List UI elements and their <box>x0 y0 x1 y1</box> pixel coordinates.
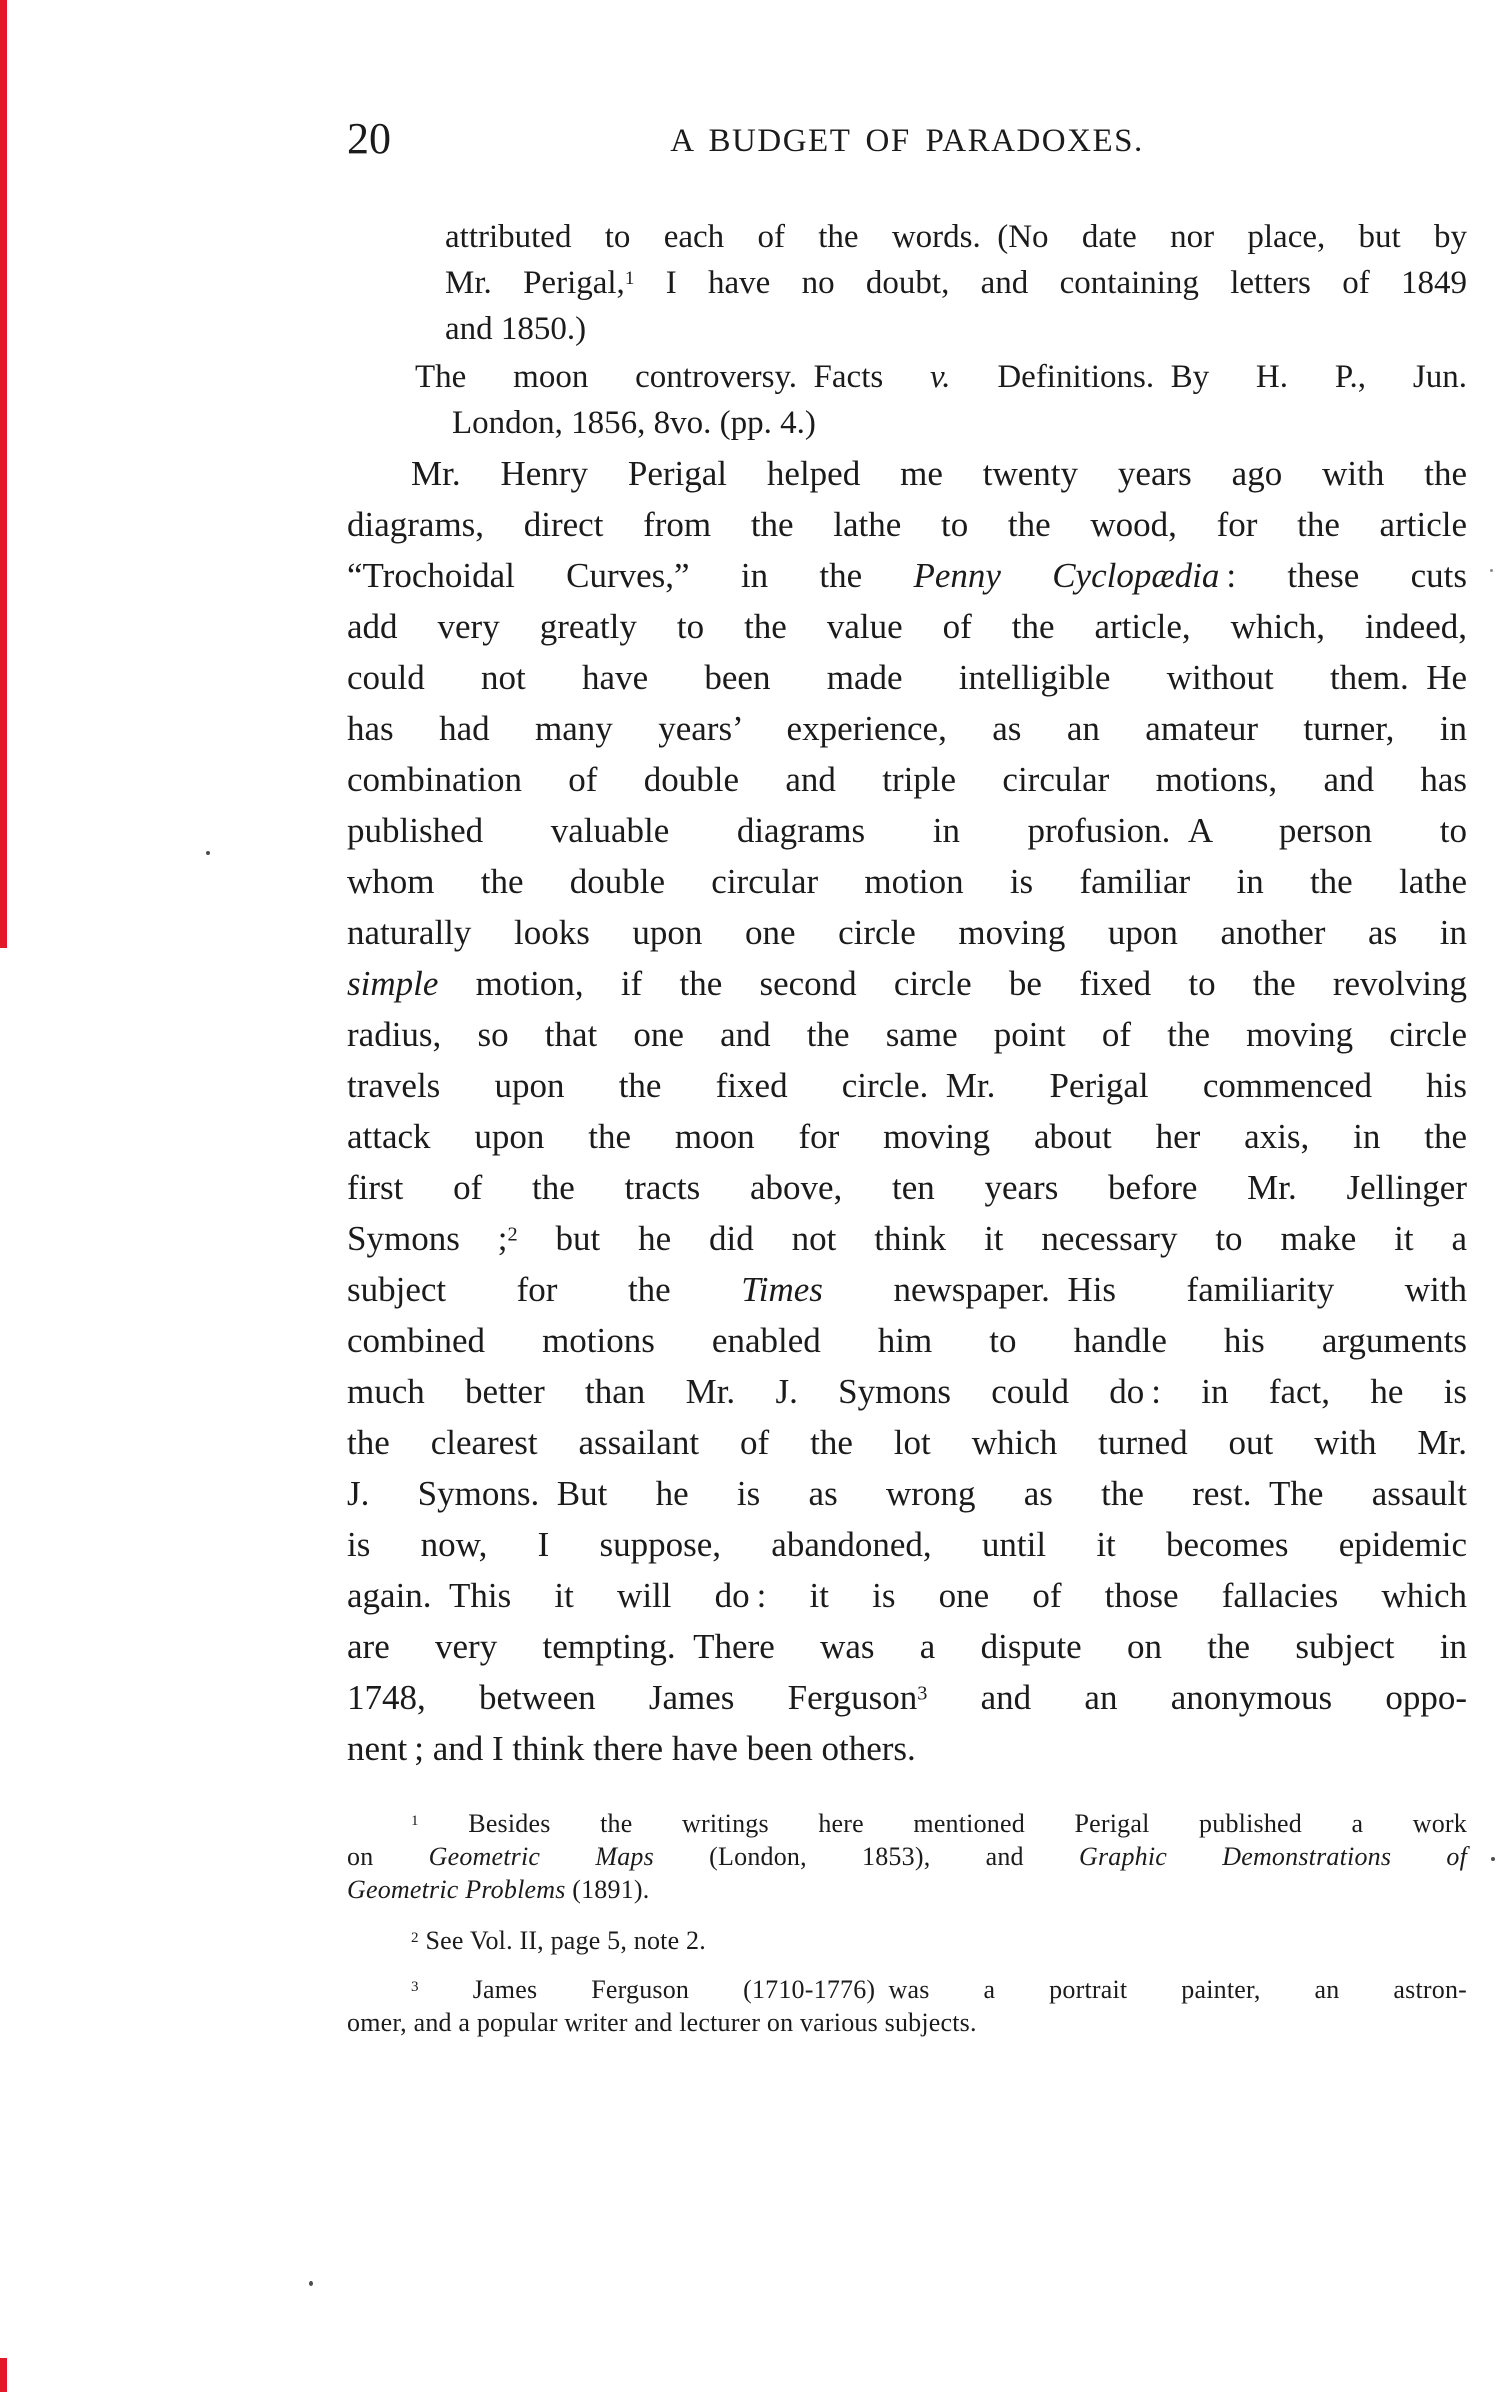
text-line: published valuable diagrams in profusion. A person to <box>347 811 1467 850</box>
text-line: travels upon the fixed circle. Mr. Perigal commenced his <box>347 1066 1467 1105</box>
text-line: 1748, between James Ferguson$^3$ and an anonymous oppo- <box>347 1678 1467 1717</box>
scan-speck <box>1490 569 1493 572</box>
text-line: nent ; and I think there have been others. <box>347 1729 916 1768</box>
text-line: add very greatly to the value of the article, which, indeed, <box>347 607 1467 646</box>
running-title: A BUDGET OF PARADOXES. <box>670 123 1144 159</box>
text-line: much better than Mr. J. Symons could do : in fact, he is <box>347 1372 1467 1411</box>
text-line: London, 1856, 8vo. (pp. 4.) <box>452 405 816 441</box>
text-line: attributed to each of the words. (No date nor place, but by <box>445 219 1467 255</box>
text-line: Symons ;$^2$ but he did not think it necessary to make it a <box>347 1219 1467 1258</box>
text-line: Mr. Henry Perigal helped me twenty years ago with the <box>411 454 1467 493</box>
text-line: Mr. Perigal,$^1$ I have no doubt, and containing letters of 1849 <box>445 265 1467 301</box>
footnote-3 <box>347 1973 1467 2039</box>
footnote-2 <box>347 1924 1467 1957</box>
text-line: is now, I suppose, abandoned, until it becomes epidemic <box>347 1525 1467 1564</box>
text-line: omer, and a popular writer and lecturer on various subjects. <box>347 2008 977 2037</box>
footnote-1 <box>347 1807 1467 1906</box>
text-line: The moon controversy. Facts v. Definitions. By H. P., Jun. <box>415 359 1467 395</box>
scan-speck <box>309 2281 313 2286</box>
text-line: subject for the Times newspaper. His familiarity with <box>347 1270 1467 1309</box>
text-line: are very tempting. There was a dispute on the subject in <box>347 1627 1467 1666</box>
text-line: first of the tracts above, ten years before Mr. Jellinger <box>347 1168 1467 1207</box>
text-line: could not have been made intelligible without them. He <box>347 658 1467 697</box>
scan-speck <box>206 851 210 855</box>
text-line: Geometric Problems (1891). <box>347 1875 650 1904</box>
body-paragraph <box>347 448 1467 1774</box>
text-line: combined motions enabled him to handle his arguments <box>347 1321 1467 1360</box>
text-line: combination of double and triple circular motions, and has <box>347 760 1467 799</box>
scan-speck <box>1491 1857 1495 1861</box>
text-line: “Trochoidal Curves,” in the Penny Cyclopædia : these cuts <box>347 556 1468 595</box>
bibliography-entry-continued <box>347 214 1467 352</box>
text-line: diagrams, direct from the lathe to the wood, for the article <box>347 505 1467 544</box>
page-number: 20 <box>347 114 391 163</box>
text-line: radius, so that one and the same point of the moving circle <box>347 1015 1467 1054</box>
text-line: whom the double circular motion is familiar in the lathe <box>347 862 1467 901</box>
scan-edge-artifact-bottom <box>0 2358 7 2392</box>
text-line: $^2$ See Vol. II, page 5, note 2. <box>411 1926 706 1955</box>
text-line: on Geometric Maps (London, 1853), and Graphic Demonstrations of <box>347 1842 1467 1871</box>
text-line: $^1$ Besides the writings here mentioned Perigal published a work <box>411 1809 1467 1838</box>
bibliography-entry-moon-controversy <box>347 354 1467 446</box>
text-line: J. Symons. But he is as wrong as the rest. The assault <box>347 1474 1467 1513</box>
text-line: has had many years’ experience, as an amateur turner, in <box>347 709 1467 748</box>
scan-edge-artifact <box>0 0 7 948</box>
text-line: the clearest assailant of the lot which turned out with Mr. <box>347 1423 1467 1462</box>
text-line: again. This it will do : it is one of those fallacies which <box>347 1576 1467 1615</box>
text-line: attack upon the moon for moving about her axis, in the <box>347 1117 1467 1156</box>
text-line: $^3$ James Ferguson (1710-1776) was a portrait painter, an astron- <box>411 1975 1467 2004</box>
text-line: and 1850.) <box>445 311 587 347</box>
text-line: simple motion, if the second circle be fixed to the revolving <box>347 964 1467 1003</box>
text-line: naturally looks upon one circle moving upon another as in <box>347 913 1467 952</box>
